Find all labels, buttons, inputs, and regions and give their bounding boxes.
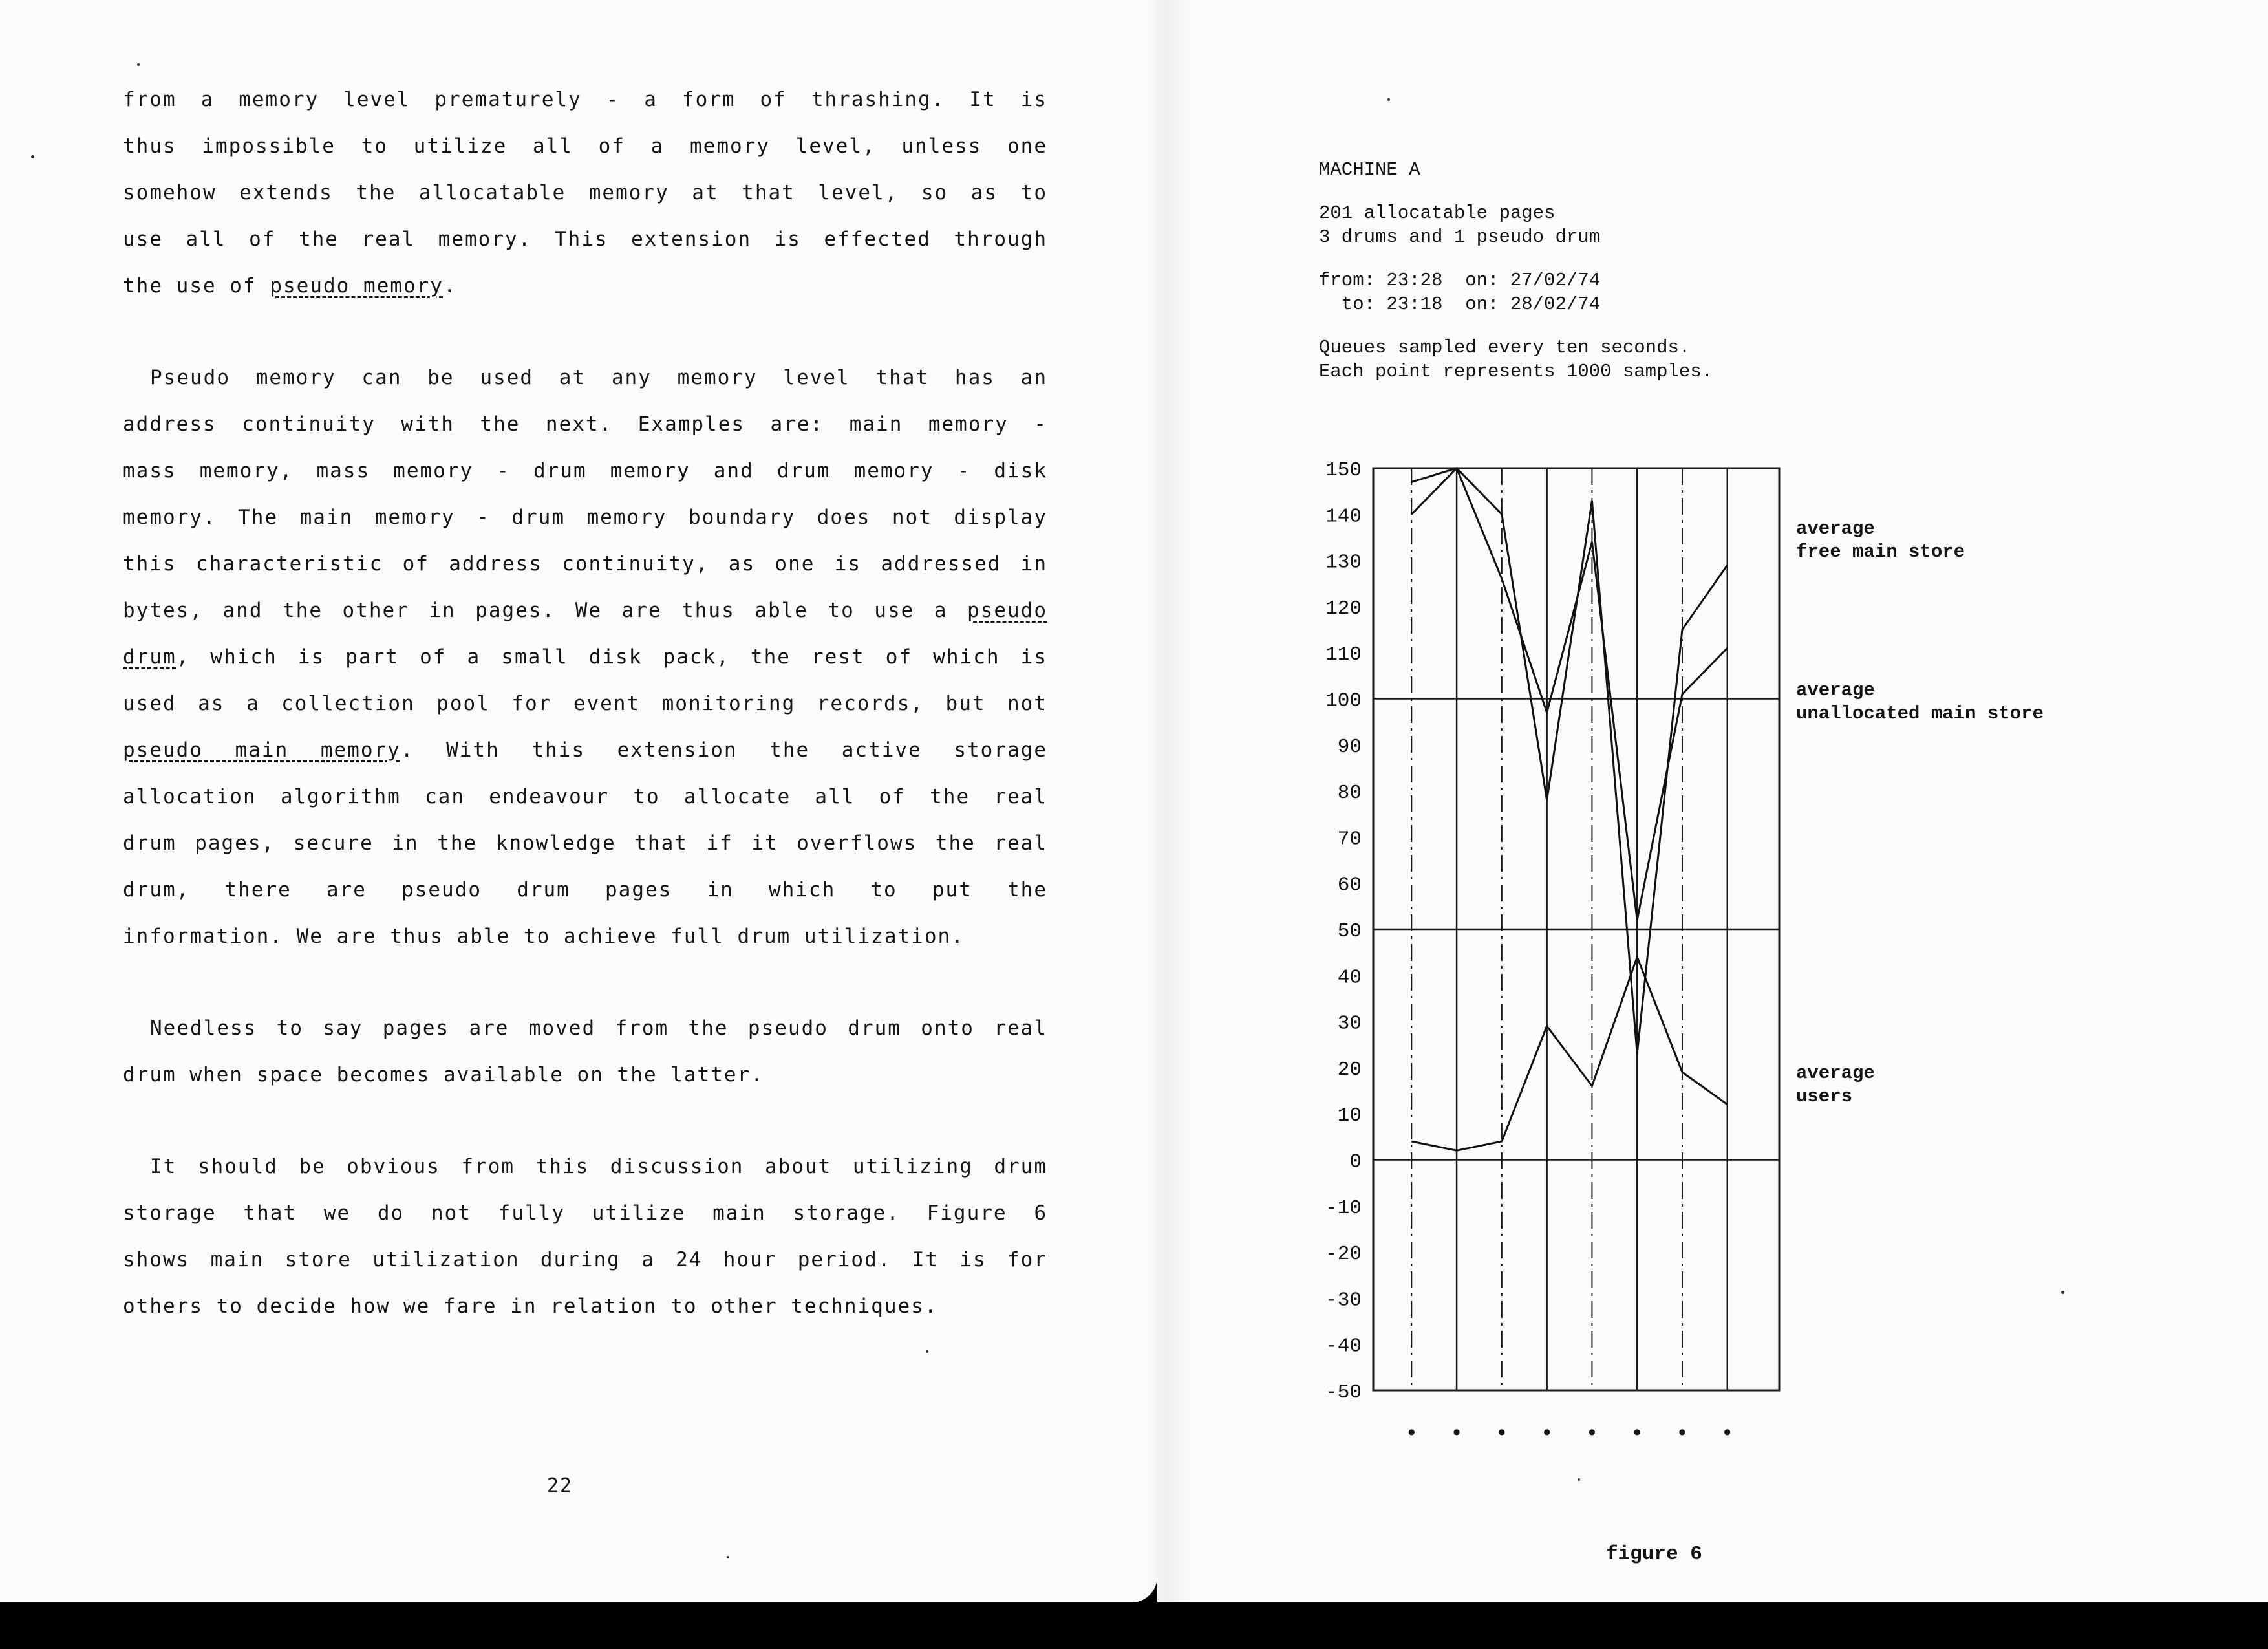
legend-label-unallocated-main-store [1796, 679, 2044, 726]
spacer [1319, 316, 1713, 336]
y-tick-label: -10 [1325, 1196, 1362, 1220]
y-tick-label: -30 [1325, 1289, 1362, 1312]
y-tick-label: 60 [1337, 874, 1362, 897]
x-axis-markers [1405, 1422, 1734, 1447]
y-tick-label: -20 [1325, 1243, 1362, 1266]
series-line-2 [1411, 468, 1728, 920]
book-gutter [1144, 0, 1190, 1602]
text-fragment: . [443, 274, 457, 297]
y-tick-label: -50 [1325, 1381, 1362, 1404]
sampling-note: Queues sampled every ten seconds. [1319, 337, 1691, 358]
y-tick-label: 40 [1337, 966, 1362, 989]
period-to: to: 23:18 on: 28/02/74 [1319, 294, 1601, 315]
page-number: 22 [547, 1474, 573, 1497]
text-fragment: , which is part of a small disk pack, the rest of which is [176, 645, 1047, 669]
text-line [123, 263, 1047, 309]
text-line: others to decide how we fare in relation to other techniques. [123, 1295, 938, 1318]
legend-line: average [1796, 1062, 1875, 1084]
figure-6-chart [1293, 440, 2134, 1474]
legend-label-free-main-store [1796, 517, 1965, 564]
points-note: Each point represents 1000 samples. [1319, 361, 1713, 382]
scan-speck [1387, 98, 1390, 101]
drum-count: 3 drums and 1 pseudo drum [1319, 226, 1601, 248]
text-line: thus impossible to utilize all of a memory level, unless one [123, 135, 1047, 158]
y-tick-label: 140 [1325, 505, 1362, 528]
x-marker: • [1720, 1422, 1734, 1447]
legend-line: users [1796, 1085, 1853, 1107]
text-line: storage that we do not fully utilize main storage. Figure 6 [123, 1202, 1047, 1225]
text-line: information. We are thus able to achieve full drum utilization. [123, 925, 965, 948]
text-line: drum, there are pseudo drum pages in which to put the [123, 878, 1047, 901]
legend-label-users [1796, 1062, 1875, 1108]
underlined-term: pseudo [967, 599, 1047, 622]
paragraph-thrashing [123, 76, 1047, 309]
chart-canvas [1293, 440, 2134, 1474]
text-line [123, 587, 1047, 634]
y-tick-label: 90 [1337, 735, 1362, 759]
paragraph-pseudo-memory [123, 354, 1047, 960]
text-line: It should be obvious from this discussion about utilizing drum [150, 1155, 1047, 1178]
y-tick-label: 80 [1337, 782, 1362, 805]
series-line-1 [1411, 468, 1728, 1054]
underlined-term: pseudo memory [270, 274, 444, 297]
legend-line: average [1796, 517, 1875, 539]
y-tick-label: -40 [1325, 1335, 1362, 1358]
text-line: Pseudo memory can be used at any memory level that has an [150, 366, 1047, 389]
machine-name: MACHINE A [1319, 159, 1420, 180]
text-line: from a memory level prematurely - a form of thrashing. It is [123, 88, 1047, 111]
x-marker: • [1405, 1422, 1418, 1447]
figure-caption: figure 6 [1606, 1543, 1702, 1566]
text-line: memory. The main memory - drum memory boundary does not display [123, 506, 1047, 529]
legend-line: average [1796, 680, 1875, 702]
scan-speck [926, 1350, 928, 1353]
text-line: drum pages, secure in the knowledge that if it overflows the real [123, 832, 1047, 855]
y-tick-label: 100 [1325, 689, 1362, 713]
left-page-body [123, 76, 1047, 1375]
underlined-term: pseudo main memory [123, 738, 401, 762]
spacer [1319, 182, 1713, 201]
y-tick-label: 110 [1325, 643, 1362, 667]
text-line: Needless to say pages are moved from the pseudo drum onto real [150, 1017, 1047, 1040]
text-line: mass memory, mass memory - drum memory and drum memory - disk [123, 459, 1047, 482]
scan-speck [31, 155, 34, 158]
scan-speck [137, 63, 140, 66]
y-tick-label: 150 [1325, 459, 1362, 482]
x-marker: • [1540, 1422, 1554, 1447]
text-line: drum when space becomes available on the latter. [123, 1063, 764, 1086]
period-from: from: 23:28 on: 27/02/74 [1319, 270, 1601, 291]
text-fragment: . With this extension the active storage [400, 738, 1047, 762]
allocatable-pages: 201 allocatable pages [1319, 202, 1556, 224]
x-marker: • [1585, 1422, 1599, 1447]
text-line: use all of the real memory. This extension is effected through [123, 228, 1047, 251]
y-tick-label: 0 [1349, 1150, 1362, 1174]
x-marker: • [1675, 1422, 1689, 1447]
legend-line: unallocated main store [1796, 703, 2044, 725]
y-tick-label: 50 [1337, 920, 1362, 943]
text-fragment: bytes, and the other in pages. We are thus able to use a [123, 599, 968, 622]
y-tick-label: 120 [1325, 597, 1362, 620]
text-line [123, 727, 1047, 773]
y-tick-label: 20 [1337, 1058, 1362, 1081]
text-fragment: the use of [123, 274, 270, 297]
x-marker: • [1495, 1422, 1509, 1447]
underlined-term: drum [123, 645, 177, 669]
text-line: used as a collection pool for event monitoring records, but not [123, 692, 1047, 715]
paragraph-needless [123, 1005, 1047, 1098]
y-tick-label: 130 [1325, 551, 1362, 574]
y-tick-label: 30 [1337, 1012, 1362, 1035]
paragraph-obvious [123, 1143, 1047, 1330]
y-tick-label: 10 [1337, 1105, 1362, 1128]
scan-speck [727, 1556, 729, 1558]
text-line: this characteristic of address continuity, as one is addressed in [123, 552, 1047, 576]
text-line [123, 634, 1047, 680]
chart-series [1411, 468, 1728, 1150]
y-tick-label: 70 [1337, 828, 1362, 851]
x-marker: • [1630, 1422, 1644, 1447]
series-line-3 [1411, 957, 1728, 1150]
text-line: address continuity with the next. Examples are: main memory - [123, 413, 1047, 436]
scan-speck [2061, 1291, 2064, 1294]
text-line: allocation algorithm can endeavour to allocate all of the real [123, 785, 1047, 808]
legend-line: free main store [1796, 541, 1965, 563]
text-line: somehow extends the allocatable memory at that level, so as to [123, 181, 1047, 204]
text-line: shows main store utilization during a 24 hour period. It is for [123, 1248, 1047, 1271]
machine-info [1319, 158, 1713, 383]
spacer [1319, 249, 1713, 268]
x-marker: • [1450, 1422, 1464, 1447]
scan-speck [1578, 1478, 1580, 1481]
y-axis-tick-labels [1325, 459, 1362, 1404]
